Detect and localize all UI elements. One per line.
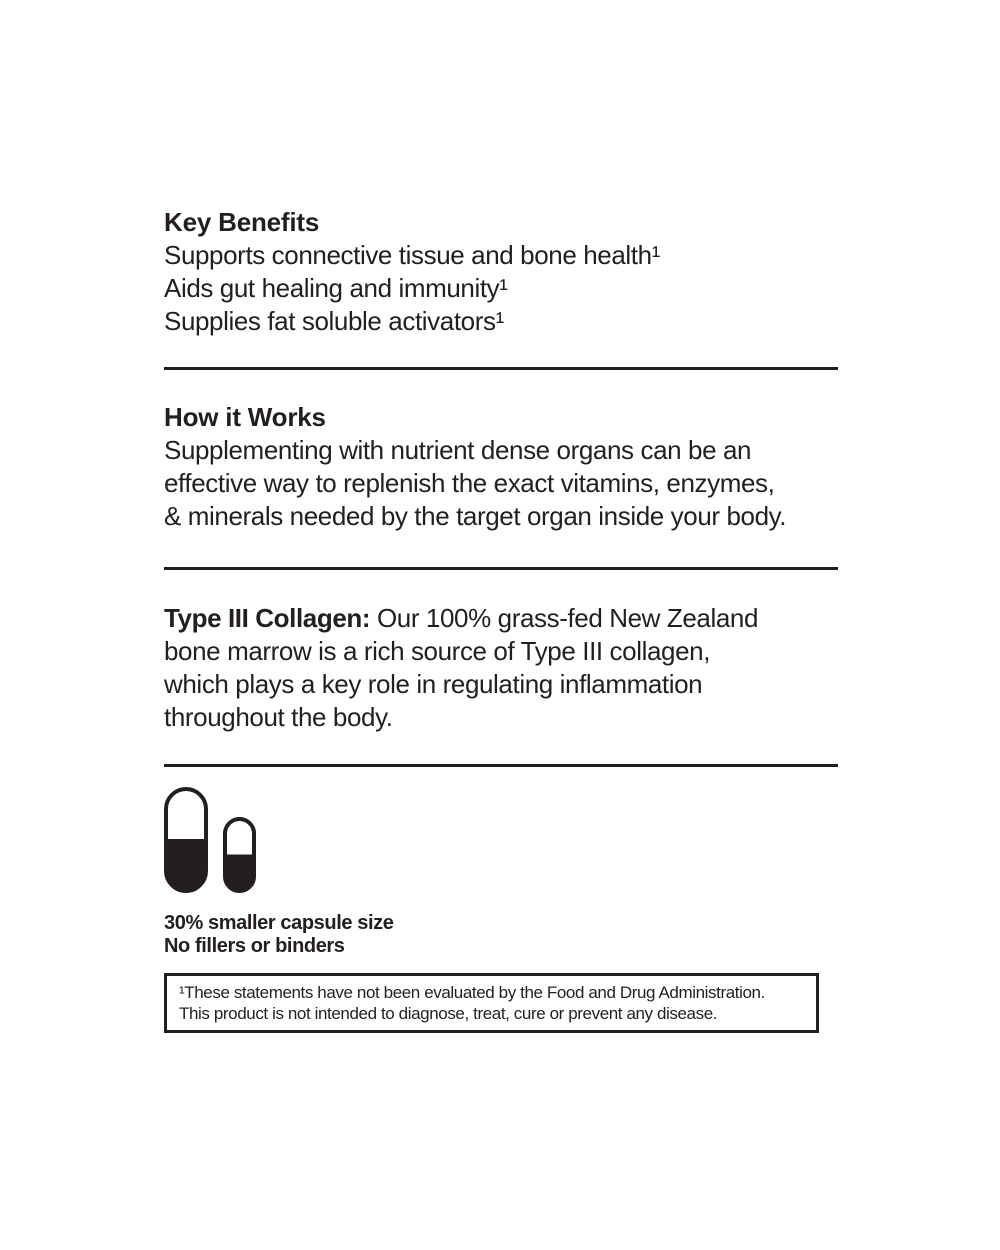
paragraph-line	[164, 602, 838, 635]
caption-line: 30% smaller capsule size	[164, 912, 394, 934]
how-it-works-heading: How it Works	[164, 402, 326, 432]
paragraph-line: bone marrow is a rich source of Type III collagen,	[164, 636, 711, 666]
paragraph-line: effective way to replenish the exact vitamins, enzymes,	[164, 468, 775, 498]
capsule-caption	[164, 912, 838, 958]
paragraph-line: & minerals needed by the target organ inside your body.	[164, 501, 787, 531]
caption-line: No fillers or binders	[164, 935, 345, 957]
section-divider	[164, 567, 838, 570]
section-divider	[164, 764, 838, 767]
benefit-line: Supplies fat soluble activators¹	[164, 306, 504, 336]
disclaimer-line: ¹These statements have not been evaluated by the Food and Drug Administration.	[179, 983, 765, 1002]
collagen-section	[164, 602, 838, 734]
large-capsule-icon	[164, 787, 208, 893]
disclaimer-line: This product is not intended to diagnose, treat, cure or prevent any disease.	[179, 1004, 718, 1023]
collagen-bold-label: Type III Collagen:	[164, 603, 371, 633]
key-benefits-section	[164, 206, 838, 338]
small-capsule-icon	[223, 817, 256, 893]
capsule-size-illustration	[164, 787, 838, 893]
paragraph-line: throughout the body.	[164, 702, 393, 732]
benefit-line: Supports connective tissue and bone health¹	[164, 240, 660, 270]
section-divider	[164, 367, 838, 370]
key-benefits-heading: Key Benefits	[164, 207, 320, 237]
fda-disclaimer-box	[164, 973, 819, 1033]
benefit-line: Aids gut healing and immunity¹	[164, 273, 508, 303]
paragraph-line: which plays a key role in regulating inflammation	[164, 669, 703, 699]
how-it-works-section	[164, 401, 838, 533]
paragraph-line: Supplementing with nutrient dense organs can be an	[164, 435, 752, 465]
content-column	[164, 206, 838, 1033]
collagen-line-rest: Our 100% grass-fed New Zealand	[370, 603, 759, 633]
